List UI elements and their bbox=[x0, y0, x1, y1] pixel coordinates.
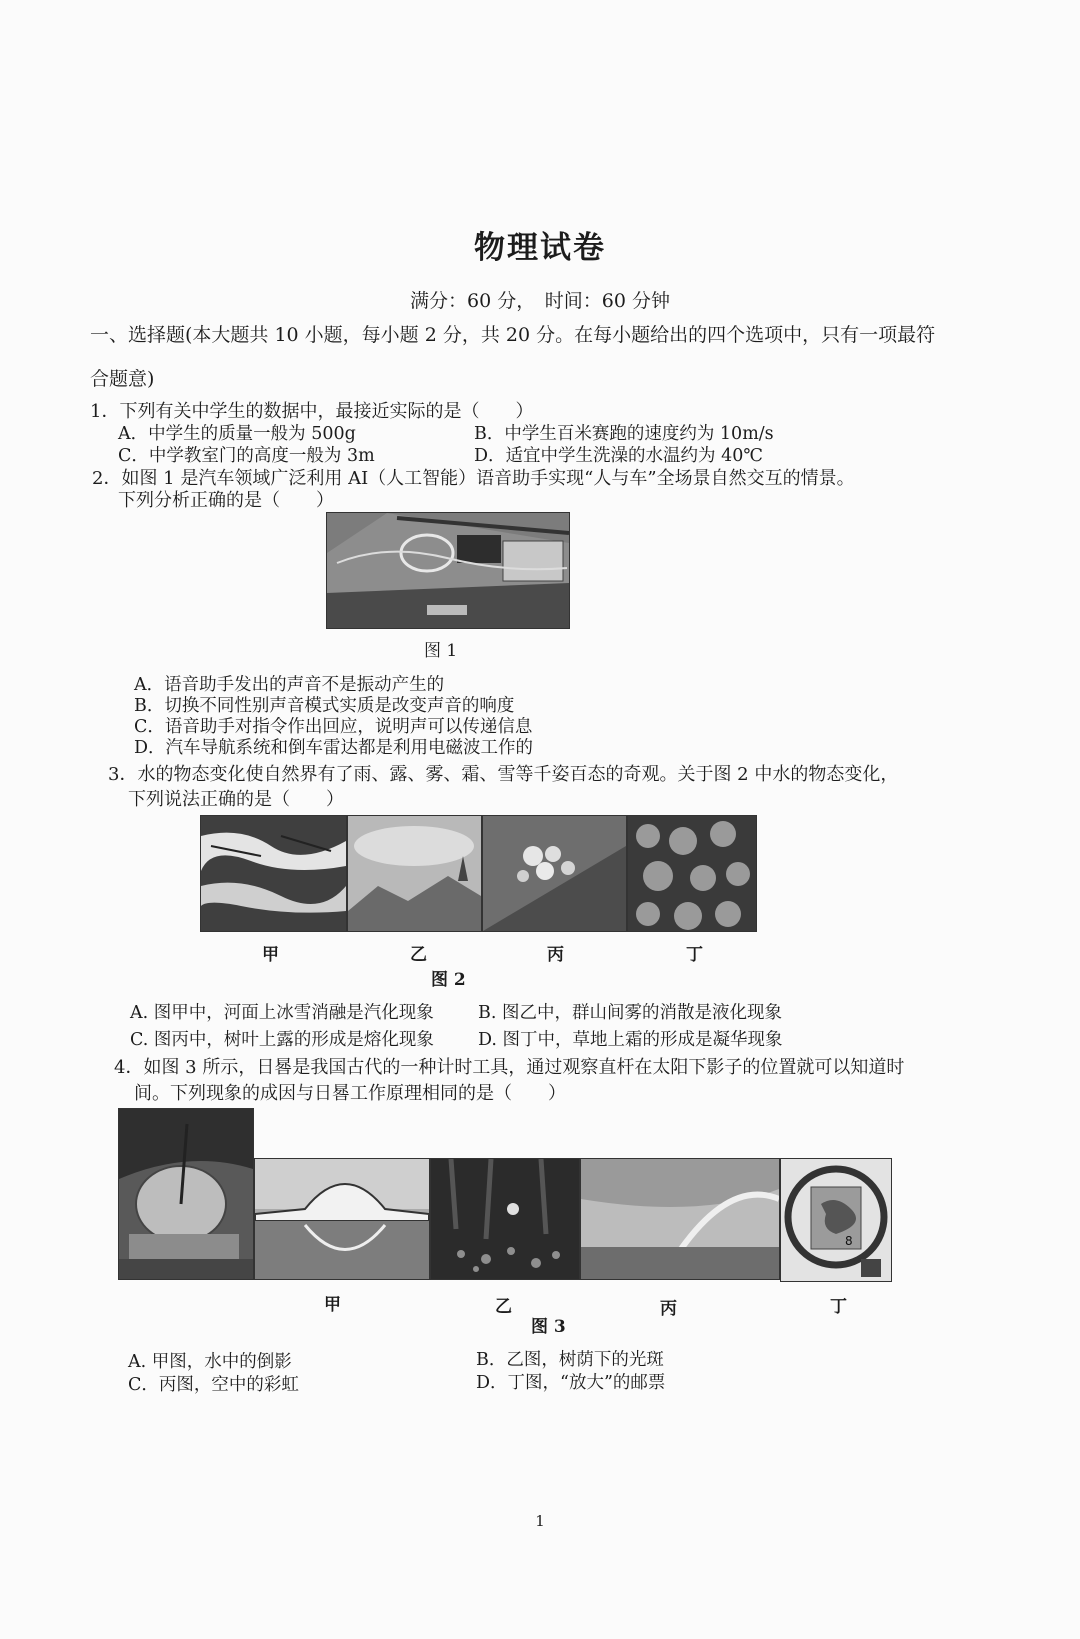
figure-3-magnified-stamp-photo bbox=[780, 1158, 892, 1282]
q3-stem-cont: 下列说法正确的是（ ） bbox=[128, 789, 344, 810]
figure-3-caption: 图 3 bbox=[531, 1317, 566, 1337]
q4-stem-cont: 间。下列现象的成因与日晷工作原理相同的是（ ） bbox=[134, 1083, 566, 1104]
q1-option-c: C．中学教室门的高度一般为 3m bbox=[118, 446, 375, 466]
q3-option-b: B. 图乙中，群山间雾的消散是液化现象 bbox=[478, 1003, 782, 1023]
q2-option-c: C．语音助手对指令作出回应，说明声可以传递信息 bbox=[134, 717, 533, 737]
q4-stem: 4．如图 3 所示，日晷是我国古代的一种计时工具，通过观察直杆在太阳下影子的位置就可以知道时 bbox=[114, 1057, 905, 1078]
figure-3-label-jia: 甲 bbox=[324, 1295, 341, 1315]
q3-option-d: D. 图丁中，草地上霜的形成是凝华现象 bbox=[478, 1030, 783, 1050]
q1-option-b: B．中学生百米赛跑的速度约为 10m/s bbox=[474, 424, 774, 444]
figure-3-label-ding: 丁 bbox=[830, 1297, 847, 1317]
figure-2-caption: 图 2 bbox=[431, 970, 466, 990]
figure-3-sundial-photo bbox=[118, 1108, 254, 1280]
figure-2-label-jia: 甲 bbox=[262, 945, 279, 965]
exam-subtitle: 满分：60 分， 时间：60 分钟 bbox=[410, 290, 670, 312]
q3-stem: 3．水的物态变化使自然界有了雨、露、雾、霜、雪等千姿百态的奇观。关于图 2 中水的物态变化， bbox=[108, 764, 899, 785]
figure-3-label-yi: 乙 bbox=[495, 1297, 512, 1317]
q4-option-d: D．丁图，“放大”的邮票 bbox=[476, 1373, 666, 1393]
q1-option-d: D．适宜中学生洗澡的水温约为 40℃ bbox=[474, 446, 763, 466]
section-heading: 一、选择题(本大题共 10 小题，每小题 2 分，共 20 分。在每小题给出的四个选项中，只有一项最符 bbox=[90, 324, 936, 346]
figure-2-label-ding: 丁 bbox=[686, 945, 703, 965]
car-dashboard-image bbox=[327, 513, 569, 628]
page-number: 1 bbox=[535, 1512, 545, 1530]
figure-3-tree-shade-photo bbox=[430, 1158, 580, 1280]
q4-option-a: A. 甲图，水中的倒影 bbox=[128, 1352, 292, 1372]
page-title: 物理试卷 bbox=[474, 230, 606, 266]
figure-2-yi-fog-photo bbox=[347, 815, 482, 932]
q1-option-a: A．中学生的质量一般为 500g bbox=[118, 424, 356, 444]
q4-option-c: C．丙图，空中的彩虹 bbox=[128, 1375, 299, 1395]
stamp-number: 8 bbox=[845, 1234, 853, 1248]
figure-2-label-yi: 乙 bbox=[410, 945, 427, 965]
q2-stem: 2．如图 1 是汽车领域广泛利用 AI（人工智能）语音助手实现“人与车”全场景自然交互的情景。 bbox=[92, 468, 855, 489]
figure-1-car-interior bbox=[326, 512, 570, 629]
q1-stem: 1．下列有关中学生的数据中，最接近实际的是（ ） bbox=[90, 401, 534, 422]
figure-2-jia-ice-photo bbox=[200, 815, 347, 932]
figure-3-rainbow-photo bbox=[580, 1158, 780, 1280]
figure-3-label-bing: 丙 bbox=[660, 1299, 677, 1319]
figure-3-bridge-reflection-photo bbox=[254, 1158, 430, 1280]
figure-2-bing-dew-photo bbox=[482, 815, 627, 932]
figure-2-label-bing: 丙 bbox=[547, 945, 564, 965]
q2-option-a: A．语音助手发出的声音不是振动产生的 bbox=[134, 675, 445, 695]
section-heading-cont: 合题意) bbox=[90, 368, 155, 390]
q3-option-a: A. 图甲中，河面上冰雪消融是汽化现象 bbox=[130, 1003, 434, 1023]
q2-option-b: B．切换不同性别声音模式实质是改变声音的响度 bbox=[134, 696, 515, 716]
figure-1-caption: 图 1 bbox=[424, 641, 458, 661]
figure-2-ding-frost-photo bbox=[627, 815, 757, 932]
q4-option-b: B．乙图，树荫下的光斑 bbox=[476, 1350, 664, 1370]
q2-option-d: D．汽车导航系统和倒车雷达都是利用电磁波工作的 bbox=[134, 738, 534, 758]
q2-stem-cont: 下列分析正确的是（ ） bbox=[118, 490, 334, 511]
q3-option-c: C. 图丙中，树叶上露的形成是熔化现象 bbox=[130, 1030, 434, 1050]
